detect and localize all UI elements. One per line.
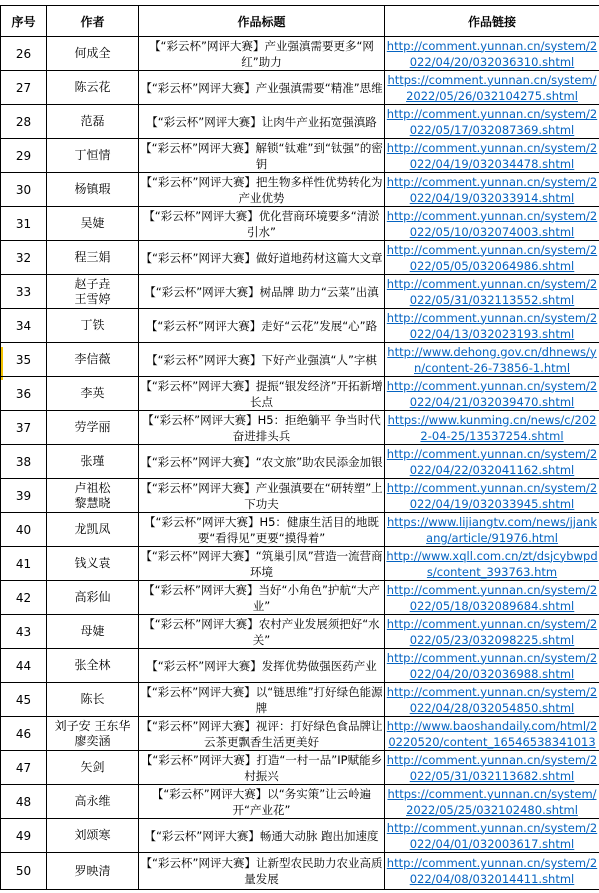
table-row [1, 37, 599, 71]
table-row [1, 479, 599, 513]
link-cell[interactable]: https://www.lijiangtv.com/news/jjankang/article/91976.html [385, 513, 599, 547]
link-cell[interactable]: http://comment.yunnan.cn/system/2022/04/19/032033945.shtml [385, 479, 599, 513]
header-title: 作品标题 [139, 6, 385, 37]
link-cell[interactable]: https://comment.yunnan.cn/system/2022/05/25/032102480.shtml [385, 785, 599, 819]
row-number: 38 [1, 445, 47, 479]
author-cell: 张瑾 [47, 445, 139, 479]
link-cell[interactable]: http://comment.yunnan.cn/system/2022/04/21/032039470.shtml [385, 377, 599, 411]
table-row [1, 853, 599, 890]
row-number: 39 [1, 479, 47, 513]
title-cell: 【“彩云杯”网评大赛】产业强滇需要更多“网红”助力 [139, 37, 385, 71]
table-row [1, 139, 599, 173]
title-cell: 【“彩云杯”网评大赛】树品牌 助力“云菜”出滇 [139, 275, 385, 309]
table-row [1, 615, 599, 649]
row-number: 37 [1, 411, 47, 445]
author-cell: 吴婕 [47, 207, 139, 241]
table-row [1, 173, 599, 207]
row-number: 46 [1, 717, 47, 751]
table-row [1, 547, 599, 581]
title-cell: 【“彩云杯”网评大赛】产业强滇需要“精准”思维 [139, 71, 385, 105]
table-row [1, 241, 599, 275]
table-row [1, 275, 599, 309]
table-row [1, 105, 599, 139]
link-cell[interactable]: http://comment.yunnan.cn/system/2022/05/10/032074003.shtml [385, 207, 599, 241]
title-cell: 【“彩云杯”网评大赛】“筑巢引凤”营造一流营商环境 [140, 548, 383, 579]
link-cell[interactable]: http://comment.yunnan.cn/system/2022/04/20/032036310.shtml [385, 37, 599, 71]
author-cell: 母婕 [47, 615, 139, 649]
title-cell: 【“彩云杯”网评大赛】打造“一村一品”IP赋能乡村振兴 [139, 751, 385, 785]
author-cell: 卢祖松 黎慧晓 [47, 479, 139, 513]
link-cell[interactable]: http://comment.yunnan.cn/system/2022/05/31/032113552.shtml [385, 275, 599, 309]
row-number: 31 [1, 207, 47, 241]
author-cell: 刘子安 王东华 廖奕涵 [47, 717, 139, 751]
row-number: 41 [1, 547, 47, 581]
link-cell[interactable]: http://comment.yunnan.cn/system/2022/05/23/032098225.shtml [385, 615, 599, 649]
link-cell[interactable]: http://comment.yunnan.cn/system/2022/05/31/032113682.shtml [385, 751, 599, 785]
row-number: 47 [1, 751, 47, 785]
table-row [1, 377, 599, 411]
row-number: 30 [1, 173, 47, 207]
row-number: 40 [1, 513, 47, 547]
author-cell: 刘颂寒 [47, 819, 139, 853]
table-row [1, 411, 599, 445]
author-cell: 高永维 [47, 785, 139, 819]
title-cell: 【“彩云杯”网评大赛】走好“云花”发展“心”路 [139, 309, 385, 343]
header-number: 序号 [1, 6, 47, 37]
row-number: 48 [1, 785, 47, 819]
title-cell: 【“彩云杯”网评大赛】畅通大动脉 跑出加速度 [139, 819, 385, 853]
row-number: 32 [1, 241, 47, 275]
table-row [1, 445, 599, 479]
title-cell: 【“彩云杯”网评大赛】做好道地药材这篇大文章 [139, 241, 385, 275]
row-number: 29 [1, 139, 47, 173]
title-cell: 【“彩云杯”网评大赛】农村产业发展须把好“水关” [139, 615, 385, 649]
table-row [1, 683, 599, 717]
author-cell: 劳学丽 [47, 411, 139, 445]
author-cell: 陈长 [47, 683, 139, 717]
row-number: 33 [1, 275, 47, 309]
author-cell: 范磊 [47, 105, 139, 139]
row-number: 49 [1, 819, 47, 853]
link-cell[interactable]: http://comment.yunnan.cn/system/2022/04/19/032033914.shtml [385, 173, 599, 207]
header-author: 作者 [47, 6, 139, 37]
author-cell: 丁恒情 [47, 139, 139, 173]
link-cell[interactable]: https://www.kunming.cn/news/c/2022-04-25/13537254.shtml [385, 411, 599, 445]
table-row [1, 785, 599, 819]
header-link: 作品链接 [385, 6, 599, 37]
link-cell[interactable]: http://comment.yunnan.cn/system/2022/04/19/032034478.shtml [385, 139, 599, 173]
row-number: 50 [1, 853, 47, 890]
table-row [1, 207, 599, 241]
row-number: 45 [1, 683, 47, 717]
title-cell: 【“彩云杯”网评大赛】发挥优势做强医药产业 [139, 649, 385, 683]
link-cell[interactable]: http://comment.yunnan.cn/system/2022/04/22/032041162.shtml [385, 445, 599, 479]
table-row [1, 343, 599, 377]
author-cell: 程三娟 [47, 241, 139, 275]
row-number: 35 [1, 343, 47, 377]
works-table [0, 5, 599, 890]
author-cell: 钱义袁 [47, 547, 139, 581]
table-row [1, 581, 599, 615]
link-cell[interactable]: http://comment.yunnan.cn/system/2022/05/17/032087369.shtml [385, 105, 599, 139]
link-cell[interactable]: http://comment.yunnan.cn/system/2022/05/18/032089684.shtml [385, 581, 599, 615]
title-cell: 【“彩云杯”网评大赛】“农文旅”助农民添金加银 [139, 445, 385, 479]
link-cell[interactable]: http://comment.yunnan.cn/system/2022/04/13/032023193.shtml [385, 309, 599, 343]
row-number: 26 [1, 37, 47, 71]
title-cell: 【“彩云杯”网评大赛】优化营商环境要多“清淤引水” [139, 207, 385, 241]
row-number: 43 [1, 615, 47, 649]
author-cell: 赵子垚 王雪婷 [47, 275, 139, 309]
link-cell[interactable]: http://www.baoshandaily.com/html/20220520/content_16546538341013 [385, 717, 599, 751]
table-row [1, 819, 599, 853]
link-cell[interactable]: http://www.xqll.com.cn/zt/dsjcybwpds/content_393763.htm [386, 548, 598, 579]
table-row [1, 717, 599, 751]
table-row [1, 309, 599, 343]
title-cell: 【“彩云杯”网评大赛】产业强滇要在“研转塑”上下功夫 [140, 480, 383, 511]
header-row [1, 6, 599, 37]
author-cell: 何成全 [47, 37, 139, 71]
title-cell: 【“彩云杯”网评大赛】H5：拒绝躺平 争当时代奋进排头兵 [139, 411, 385, 445]
link-cell[interactable]: http://comment.yunnan.cn/system/2022/04/20/032036988.shtml [385, 649, 599, 683]
table-row [1, 649, 599, 683]
row-number: 44 [1, 649, 47, 683]
row-number: 42 [1, 581, 47, 615]
link-cell[interactable]: http://comment.yunnan.cn/system/2022/04/01/032003617.shtml [385, 819, 599, 853]
title-cell: 【“彩云杯”网评大赛】当好“小角色”护航“大产业” [139, 581, 385, 615]
title-cell: 【“彩云杯”网评大赛】让肉牛产业拓宽强滇路 [139, 105, 385, 139]
row-number: 27 [1, 71, 47, 105]
title-cell: 【“彩云杯”网评大赛】解锁“钛难”到“钛强”的密钥 [140, 140, 383, 171]
author-cell: 矢剑 [47, 751, 139, 785]
row-number: 34 [1, 309, 47, 343]
link-cell[interactable]: http://comment.yunnan.cn/system/2022/04/28/032054850.shtml [385, 683, 599, 717]
table-row [1, 71, 599, 105]
title-cell: 【“彩云杯”网评大赛】让新型农民助力农业高质量发展 [139, 853, 385, 890]
author-cell: 张全林 [47, 649, 139, 683]
row-number: 28 [1, 105, 47, 139]
link-cell[interactable]: http://comment.yunnan.cn/system/2022/05/05/032064986.shtml [385, 241, 599, 275]
title-cell: 【“彩云杯”网评大赛】把生物多样性优势转化为产业优势 [139, 173, 385, 207]
author-cell: 丁铁 [47, 309, 139, 343]
author-cell: 李信薇 [47, 343, 139, 377]
author-cell: 陈云花 [47, 71, 139, 105]
link-cell[interactable]: https://comment.yunnan.cn/system/2022/05/26/032104275.shtml [385, 71, 599, 105]
row-number: 36 [1, 377, 47, 411]
title-cell: 【“彩云杯”网评大赛】视评：打好绿色食品牌让云茶更飘香生活更美好 [139, 717, 385, 751]
table-row [1, 751, 599, 785]
author-cell: 罗映清 [47, 853, 139, 890]
author-cell: 李英 [47, 377, 139, 411]
title-cell: 【“彩云杯”网评大赛】以“务实策”让云岭遍开“产业花” [139, 785, 385, 819]
link-cell[interactable]: http://www.dehong.gov.cn/dhnews/yn/content-26-73856-1.html [385, 343, 599, 377]
author-cell: 高彩仙 [47, 581, 139, 615]
link-cell[interactable]: http://comment.yunnan.cn/system/2022/04/08/032014411.shtml [385, 853, 599, 890]
author-cell: 龙凯凤 [47, 513, 139, 547]
title-cell: 【“彩云杯”网评大赛】H5：健康生活目的地既要“看得见”更要“摸得着” [139, 513, 385, 547]
title-cell: 【“彩云杯”网评大赛】下好产业强滇“人”字棋 [139, 343, 385, 377]
title-cell: 【“彩云杯”网评大赛】以“链思维”打好绿色能源牌 [140, 684, 383, 715]
title-cell: 【“彩云杯”网评大赛】提振“银发经济”开拓新增长点 [140, 378, 383, 409]
author-cell: 杨镇瑕 [47, 173, 139, 207]
table-row [1, 513, 599, 547]
